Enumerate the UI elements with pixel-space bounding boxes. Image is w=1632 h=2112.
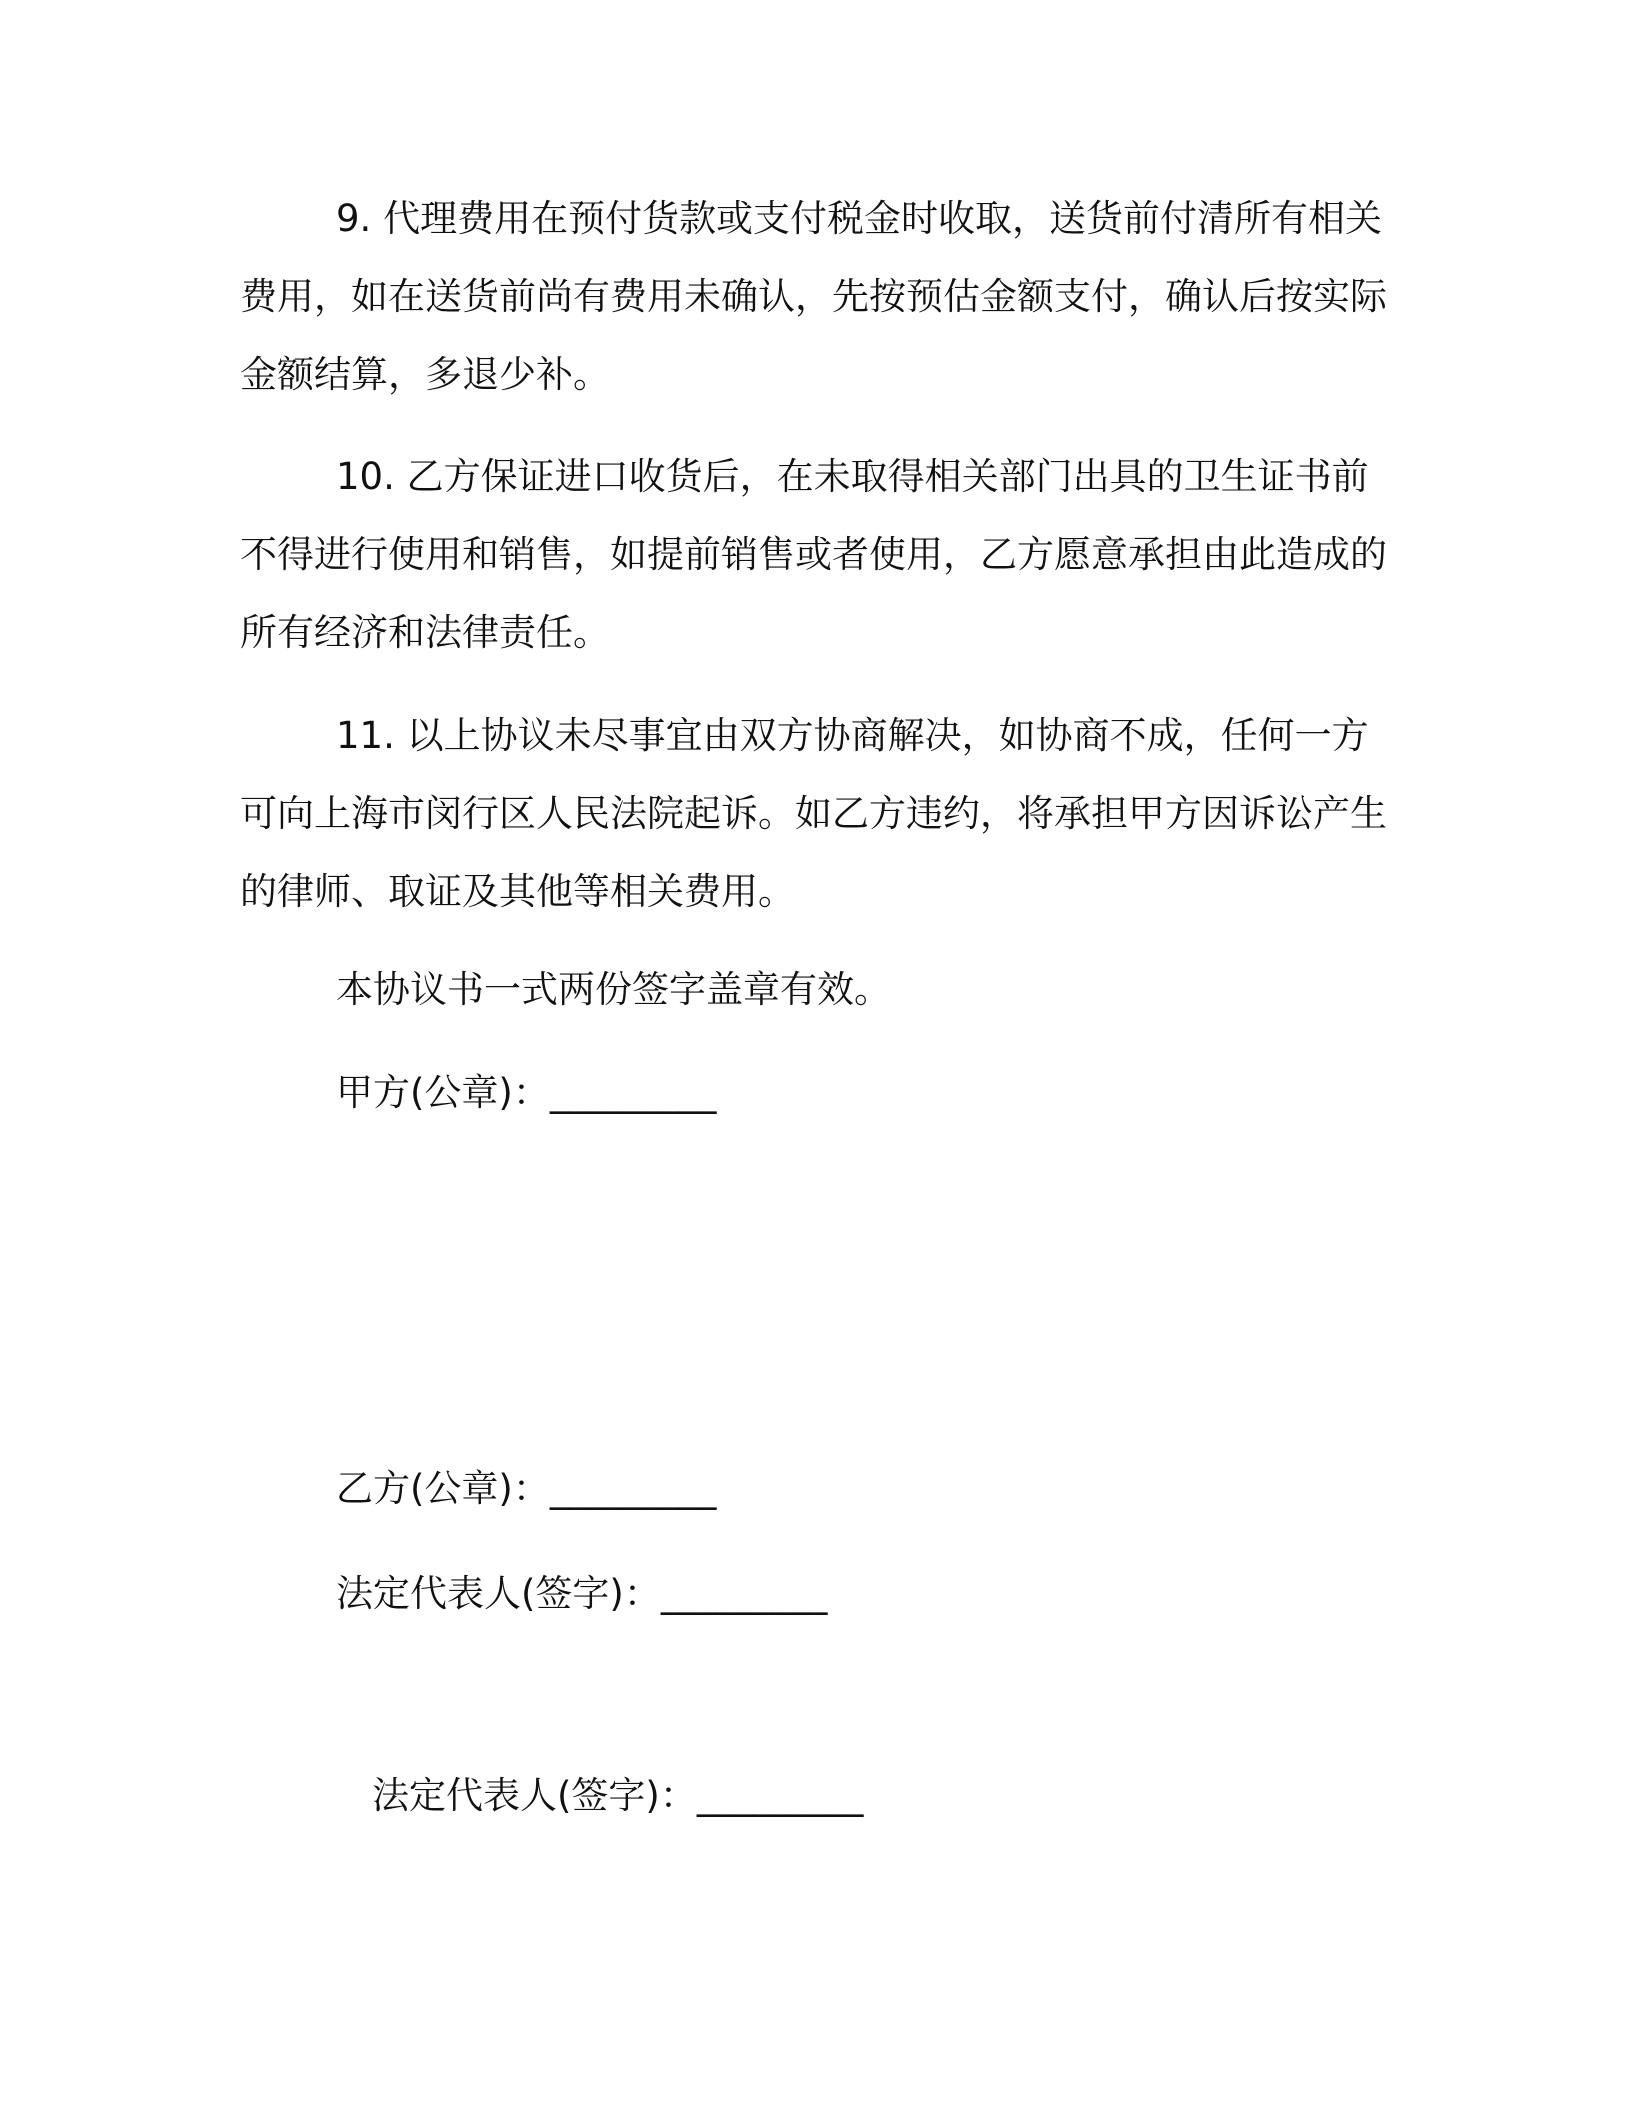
clause-9: 9. 代理费用在预付货款或支付税金时收取，送货前付清所有相关费用，如在送货前尚有费用未确认，先按预估金额支付，确认后按实际金额结算，多退少补。 xyxy=(240,197,1387,396)
legal-representative-signature-line-2: 法定代表人(签字)：_________ xyxy=(372,1774,864,1817)
legal-representative-signature-line-1: 法定代表人(签字)：_________ xyxy=(336,1572,828,1615)
party-b-seal-line: 乙方(公章)：_________ xyxy=(336,1467,717,1510)
closing-statement: 本协议书一式两份签字盖章有效。 xyxy=(336,968,891,1011)
clause-10: 10. 乙方保证进口收货后，在未取得相关部门出具的卫生证书前不得进行使用和销售，如提前销售或者使用，乙方愿意承担由此造成的所有经济和法律责任。 xyxy=(240,455,1387,654)
clause-11: 11. 以上协议未尽事宜由双方协商解决，如协商不成，任何一方可向上海市闵行区人民法院起诉。如乙方违约，将承担甲方因诉讼产生的律师、取证及其他等相关费用。 xyxy=(240,714,1387,913)
party-a-seal-line: 甲方(公章)：_________ xyxy=(336,1071,717,1114)
